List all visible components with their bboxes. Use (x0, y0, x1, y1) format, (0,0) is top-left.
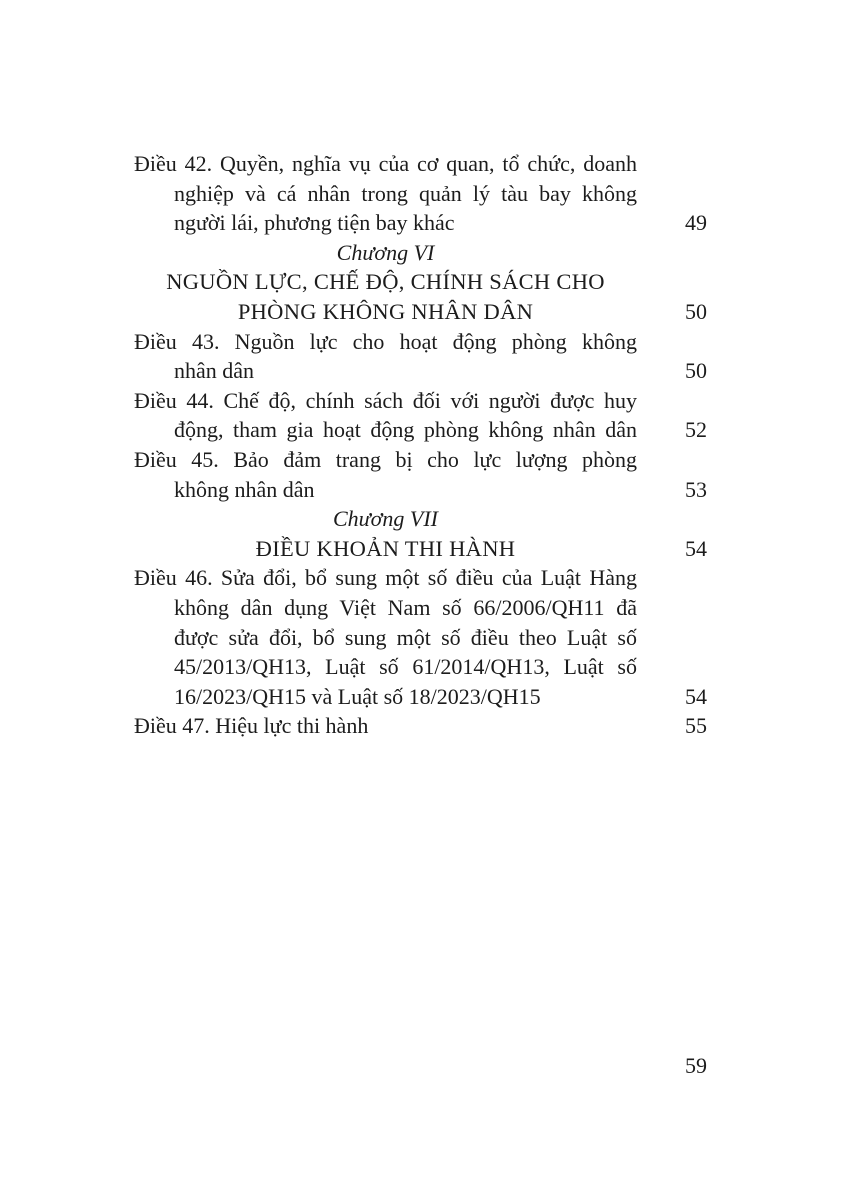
toc-line-text: không dân dụng Việt Nam số 66/2006/QH11 đã (174, 594, 637, 620)
toc-row (134, 208, 707, 238)
toc-line-text: Điều 46. Sửa đổi, bổ sung một số điều của Luật Hàng (134, 565, 637, 591)
toc-row (134, 563, 707, 593)
page-number: 59 (685, 1053, 707, 1078)
toc-line-text: PHÒNG KHÔNG NHÂN DÂN (237, 298, 534, 324)
toc-line-text: nhân dân (174, 358, 255, 384)
toc-line-text: Điều 44. Chế độ, chính sách đối với người được huy (134, 387, 637, 413)
toc-row (134, 504, 707, 534)
toc-page-number: 54 (685, 683, 707, 709)
toc-line-text: 16/2023/QH15 và Luật số 18/2023/QH15 (174, 683, 541, 709)
toc-page-number: 49 (685, 210, 707, 236)
toc-row (134, 267, 707, 297)
toc-line-text: Điều 45. Bảo đảm trang bị cho lực lượng phòng (134, 446, 637, 472)
toc-row (134, 149, 707, 179)
toc-row (134, 356, 707, 386)
toc-row (134, 297, 707, 327)
toc-row (134, 623, 707, 653)
toc-line-text: người lái, phương tiện bay khác (174, 210, 455, 236)
toc-row (134, 593, 707, 623)
toc-row (134, 415, 707, 445)
toc-row (134, 445, 707, 475)
toc-page-number: 53 (685, 476, 707, 502)
table-of-contents (134, 149, 707, 741)
toc-page-number: 54 (685, 535, 707, 561)
toc-line-text: 45/2013/QH13, Luật số 61/2014/QH13, Luật số (174, 654, 637, 680)
toc-row (134, 682, 707, 712)
toc-page-number: 50 (685, 358, 707, 384)
toc-row (134, 238, 707, 268)
toc-line-text: Điều 42. Quyền, nghĩa vụ của cơ quan, tổ chức, doanh (134, 151, 637, 176)
toc-row (134, 711, 707, 741)
toc-row (134, 327, 707, 357)
toc-row (134, 652, 707, 682)
toc-page-number: 55 (685, 713, 707, 739)
toc-line-text: NGUỒN LỰC, CHẾ ĐỘ, CHÍNH SÁCH CHO (166, 269, 605, 295)
toc-line-text: động, tham gia hoạt động phòng không nhân dân (174, 417, 637, 443)
toc-page-number: 50 (685, 298, 707, 324)
toc-line-text: không nhân dân (174, 476, 315, 502)
toc-line-text: ĐIỀU KHOẢN THI HÀNH (255, 535, 516, 561)
toc-line-text: Chương VI (336, 239, 435, 265)
toc-row (134, 179, 707, 209)
toc-line-text: được sửa đổi, bổ sung một số điều theo Luật số (174, 624, 637, 650)
toc-line-text: nghiệp và cá nhân trong quản lý tàu bay không (174, 180, 637, 206)
toc-row (134, 534, 707, 564)
toc-page-number: 52 (685, 417, 707, 443)
toc-row (134, 386, 707, 416)
toc-row (134, 475, 707, 505)
toc-line-text: Điều 43. Nguồn lực cho hoạt động phòng không (134, 328, 637, 354)
toc-line-text: Chương VII (332, 506, 438, 532)
toc-line-text: Điều 47. Hiệu lực thi hành (134, 713, 369, 739)
